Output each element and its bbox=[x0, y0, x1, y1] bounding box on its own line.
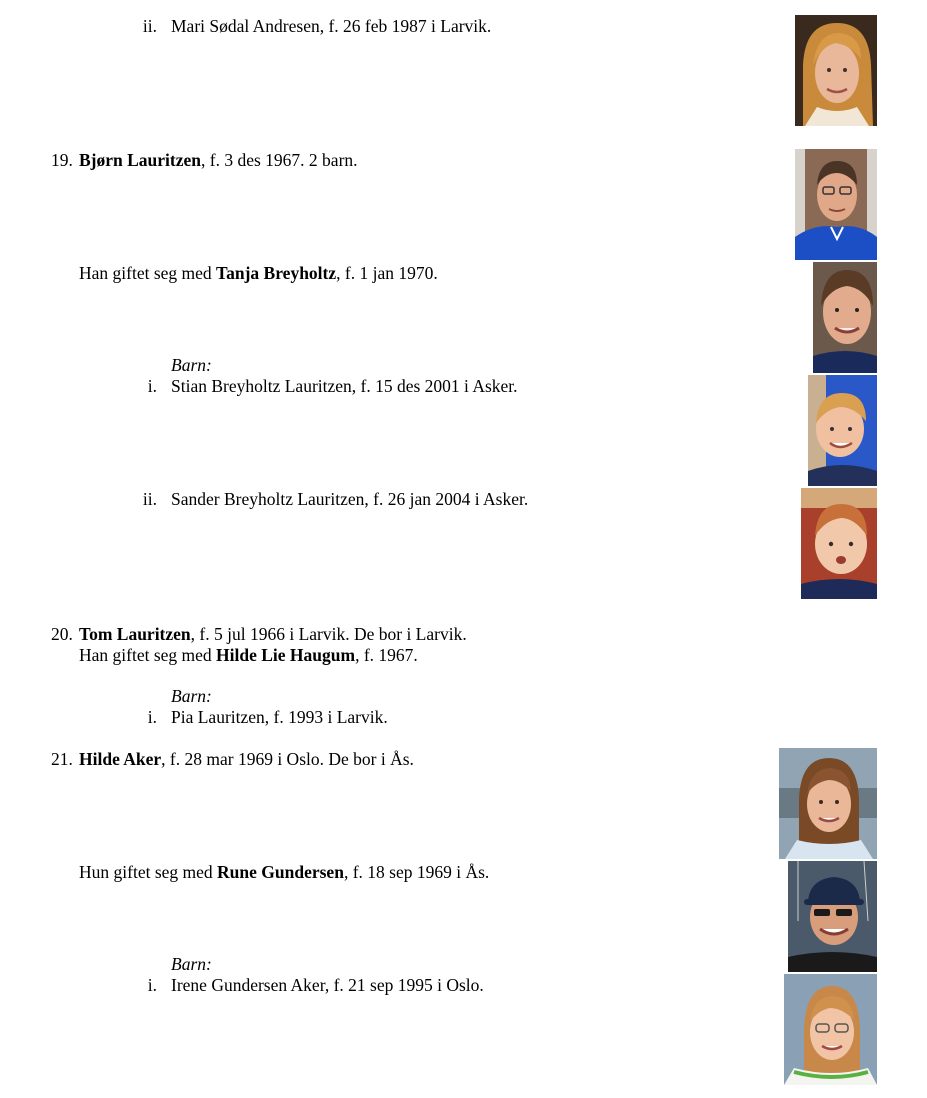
person-name: Hilde Aker bbox=[79, 749, 162, 769]
child-entry-text: Stian Breyholtz Lauritzen, f. 15 des 2001 i Asker. bbox=[171, 376, 518, 396]
spouse-name: Hilde Lie Haugum bbox=[216, 645, 356, 665]
spouse-details: , f. 18 sep 1969 i Ås. bbox=[343, 862, 490, 882]
spouse-name: Rune Gundersen bbox=[217, 862, 344, 882]
spouse-line bbox=[79, 263, 438, 283]
entry-headline bbox=[79, 624, 467, 644]
person-name: Bjørn Lauritzen bbox=[79, 150, 202, 170]
person-details: , f. 3 des 1967. 2 barn. bbox=[201, 150, 358, 170]
spouse-name: Tanja Breyholtz bbox=[216, 263, 337, 283]
entry-headline bbox=[79, 150, 358, 170]
portrait-photo bbox=[784, 974, 877, 1085]
entry-number: 20. bbox=[51, 624, 73, 644]
child-entry-text: Pia Lauritzen, f. 1993 i Larvik. bbox=[171, 707, 388, 727]
child-entry-text: Sander Breyholtz Lauritzen, f. 26 jan 2004 i Asker. bbox=[171, 489, 529, 509]
children-label: Barn: bbox=[171, 686, 212, 706]
spouse-line bbox=[79, 862, 489, 882]
child-numeral: i. bbox=[147, 707, 157, 727]
child-numeral: ii. bbox=[142, 489, 157, 509]
child-numeral: i. bbox=[147, 376, 157, 396]
spouse-details: , f. 1 jan 1970. bbox=[336, 263, 438, 283]
children-label: Barn: bbox=[171, 954, 212, 974]
spouse-line bbox=[79, 645, 418, 665]
portrait-photo bbox=[788, 861, 877, 972]
person-name: Tom Lauritzen bbox=[79, 624, 191, 644]
person-details: , f. 28 mar 1969 i Oslo. De bor i Ås. bbox=[161, 749, 414, 769]
entry-number: 19. bbox=[51, 150, 73, 170]
entry-headline bbox=[79, 749, 414, 769]
spouse-details: , f. 1967. bbox=[355, 645, 418, 665]
portrait-photo bbox=[801, 488, 877, 599]
children-label: Barn: bbox=[171, 355, 212, 375]
spouse-prefix: Han giftet seg med bbox=[79, 645, 217, 665]
child-numeral: ii. bbox=[142, 16, 157, 36]
entry-number: 21. bbox=[51, 749, 73, 769]
spouse-prefix: Han giftet seg med bbox=[79, 263, 217, 283]
child-entry-text: Irene Gundersen Aker, f. 21 sep 1995 i Oslo. bbox=[171, 975, 484, 995]
spouse-prefix: Hun giftet seg med bbox=[79, 862, 218, 882]
portrait-photo bbox=[795, 149, 877, 260]
child-entry-text: Mari Sødal Andresen, f. 26 feb 1987 i Larvik. bbox=[171, 16, 492, 36]
portrait-photo bbox=[795, 15, 877, 126]
portrait-photo bbox=[779, 748, 877, 859]
person-details: , f. 5 jul 1966 i Larvik. De bor i Larvik. bbox=[190, 624, 467, 644]
portrait-photo bbox=[813, 262, 877, 373]
child-numeral: i. bbox=[147, 975, 157, 995]
portrait-photo bbox=[808, 375, 877, 486]
